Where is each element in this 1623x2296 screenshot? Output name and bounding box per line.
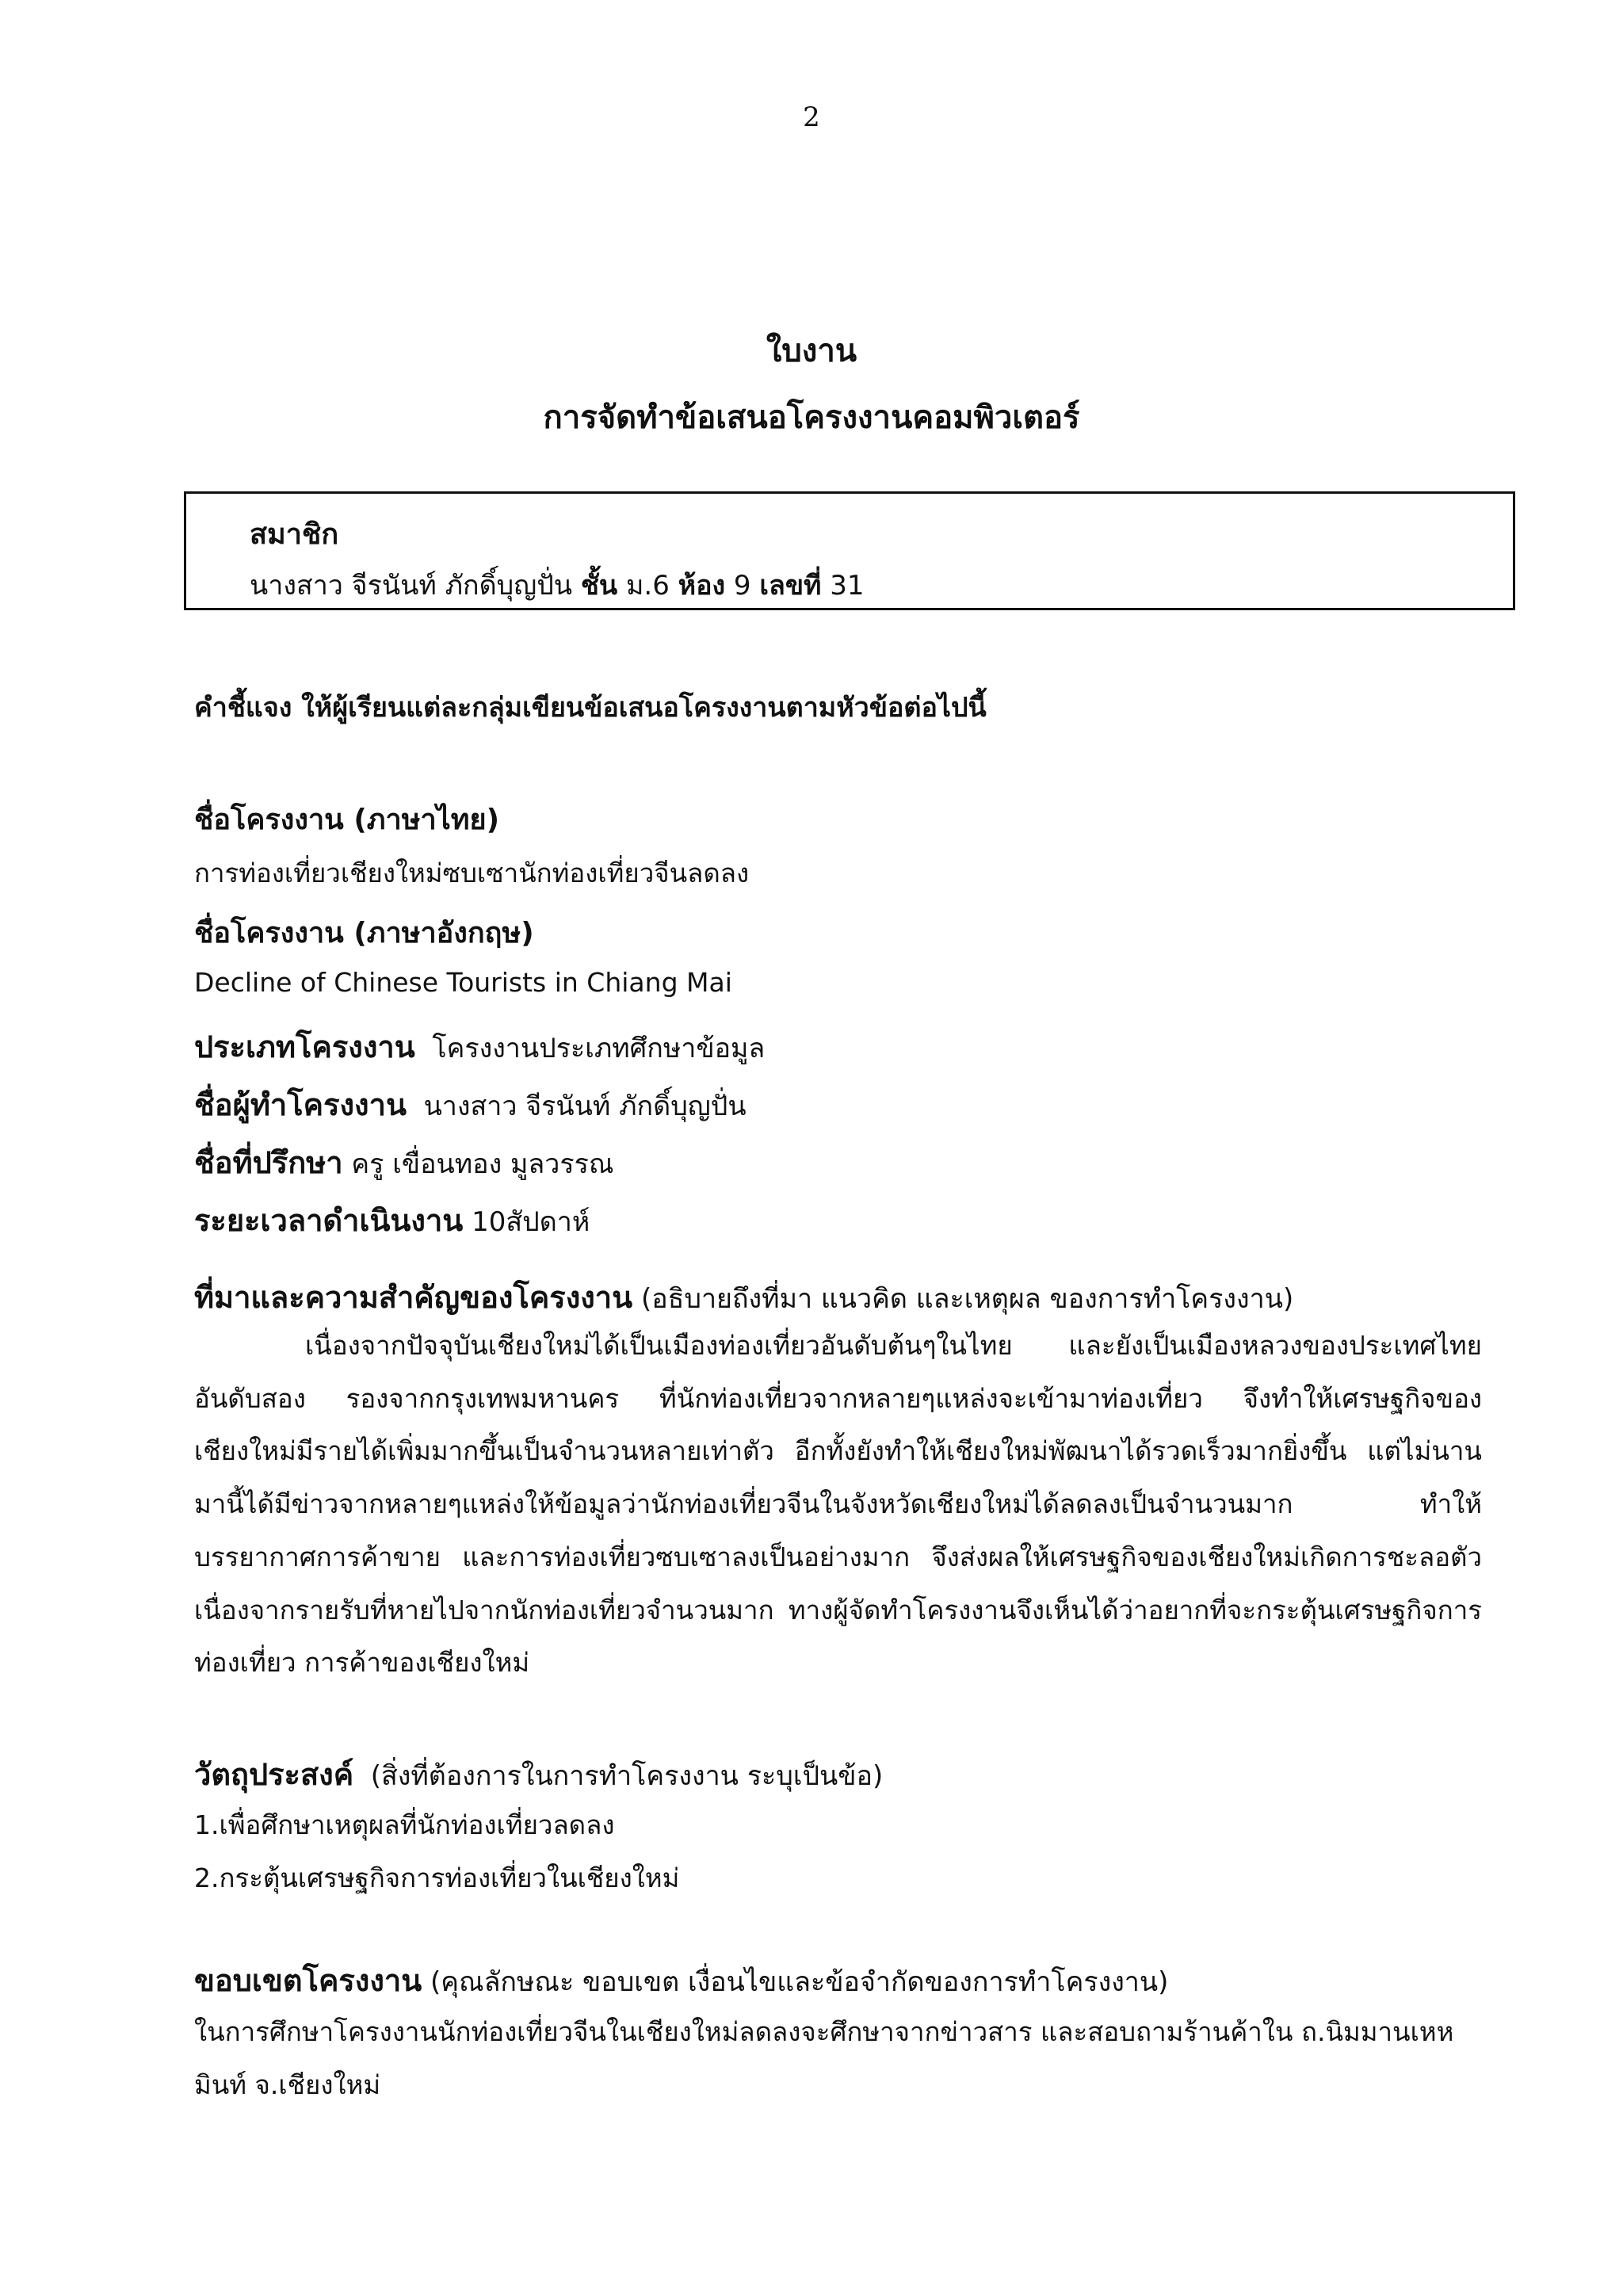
advisor-value: ครู เขื่อนทอง มูลวรรณ [351, 1148, 614, 1180]
project-name-en: Decline of Chinese Tourists in Chiang Mai [194, 967, 732, 998]
background-hint: (อธิบายถึงที่มา แนวคิด และเหตุผล ของการทำโครงงาน) [640, 1283, 1294, 1315]
project-type-label: ประเภทโครงงาน [194, 1030, 415, 1064]
objectives-hint: (สิ่งที่ต้องการในการทำโครงงาน ระบุเป็นข้อ) [370, 1760, 884, 1792]
room-label: ห้อง [678, 570, 726, 602]
member-name: นางสาว จีรนันท์ ภักดิ์บุญปั่น [250, 570, 573, 602]
scope-text-line2: มินท์ จ.เชียงใหม่ [194, 2069, 381, 2100]
background-label: ที่มาและความสำคัญของโครงงาน [194, 1280, 633, 1315]
scope-text-line1: ในการศึกษาโครงงานนักท่องเที่ยวจีนในเชียงใหม่ลดลงจะศึกษาจากข่าวสาร และสอบถามร้านค้าใน ถ.นิมมานเหห [194, 2016, 1454, 2047]
members-heading: สมาชิก [250, 518, 339, 551]
duration-value: 10สัปดาห์ [472, 1206, 590, 1238]
page-number: 2 [803, 101, 820, 133]
objective-item: 1.เพื่อศึกษาเหตุผลที่นักท่องเที่ยวลดลง [194, 1809, 615, 1840]
author-value: นางสาว จีรนันท์ ภักดิ์บุญปั่น [423, 1091, 747, 1122]
members-box [184, 491, 1515, 610]
objective-item: 2.กระตุ้นเศรษฐกิจการท่องเที่ยวในเชียงใหม่ [194, 1862, 680, 1893]
author-row [194, 1080, 747, 1129]
number-value: 31 [830, 570, 865, 602]
scope-label: ขอบเขตโครงงาน [194, 1963, 422, 1998]
number-label: เลขที่ [759, 570, 822, 602]
objectives-heading-row [194, 1750, 883, 1798]
project-name-th: การท่องเที่ยวเชียงใหม่ซบเซานักท่องเที่ยวจีนลดลง [194, 858, 750, 888]
class-label: ชั้น [580, 570, 618, 602]
instruction: คำชี้แจง ให้ผู้เรียนแต่ละกลุ่มเขียนข้อเสนอโครงงานตามหัวข้อต่อไปนี้ [194, 692, 987, 724]
objectives-label: วัตถุประสงค์ [194, 1757, 354, 1792]
project-type-row [194, 1022, 765, 1071]
background-text: เนื่องจากปัจจุบันเชียงใหม่ได้เป็นเมืองท่องเที่ยวอันดับต้นๆในไทย และยังเป็นเมืองหลวงของประเทศไทยอันดับสอง รองจากกรุงเทพมหานคร ที่นักท่องเที่ยวจากหลายๆแหล่งจะเข้ามาท่องเที่ยว จึงทำให้เศรษฐกิจของเชียงใหม่มีรายได้เพิ่มมากขึ้นเป็นจำนวนหลายเท่าตัว อีกทั้งยังทำให้เชียงใหม่พัฒนาได้รวดเร็วมากยิ่งขึ้น แต่ไม่นานมานี้ได้มีข่าวจากหลายๆแหล่งให้ข้อมูลว่านักท่องเที่ยวจีนในจังหวัดเชียงใหม่ได้ลดลงเป็นจำนวนมาก ทำให้บรรยากาศการค้าขาย และการท่องเที่ยวซบเซาลงเป็นอย่างมาก จึงส่งผลให้เศรษฐกิจของเชียงใหม่เกิดการชะลอตัว เนื่องจากรายรับที่หายไปจากนักท่องเที่ยวจำนวนมาก ทางผู้จัดทำโครงงานจึงเห็นได้ว่าอยากที่จะกระตุ้นเศรษฐกิจการท่องเที่ยว การค้าของเชียงใหม่ [194, 1330, 1482, 1679]
duration-label: ระยะเวลาดำเนินงาน [194, 1203, 464, 1238]
worksheet-title: ใบงาน [766, 333, 857, 369]
scope-hint: (คุณลักษณะ ขอบเขต เงื่อนไขและข้อจำกัดของการทำโครงงาน) [430, 1966, 1169, 1998]
background-heading-row [194, 1273, 1293, 1321]
advisor-label: ชื่อที่ปรึกษา [194, 1145, 343, 1180]
member-line [250, 563, 865, 606]
class-value: ม.6 [625, 570, 670, 602]
project-name-th-label: ชื่อโครงงาน (ภาษาไทย) [194, 804, 500, 836]
worksheet-subtitle: การจัดทำข้อเสนอโครงงานคอมพิวเตอร์ [543, 399, 1080, 436]
scope-heading-row [194, 1956, 1168, 2004]
project-name-en-label: ชื่อโครงงาน (ภาษาอังกฤษ) [194, 917, 534, 949]
project-type-value: โครงงานประเภทศึกษาข้อมูล [432, 1033, 766, 1064]
author-label: ชื่อผู้ทำโครงงาน [194, 1087, 407, 1122]
duration-row [194, 1196, 590, 1244]
advisor-row [194, 1138, 613, 1186]
room-value: 9 [733, 570, 751, 602]
